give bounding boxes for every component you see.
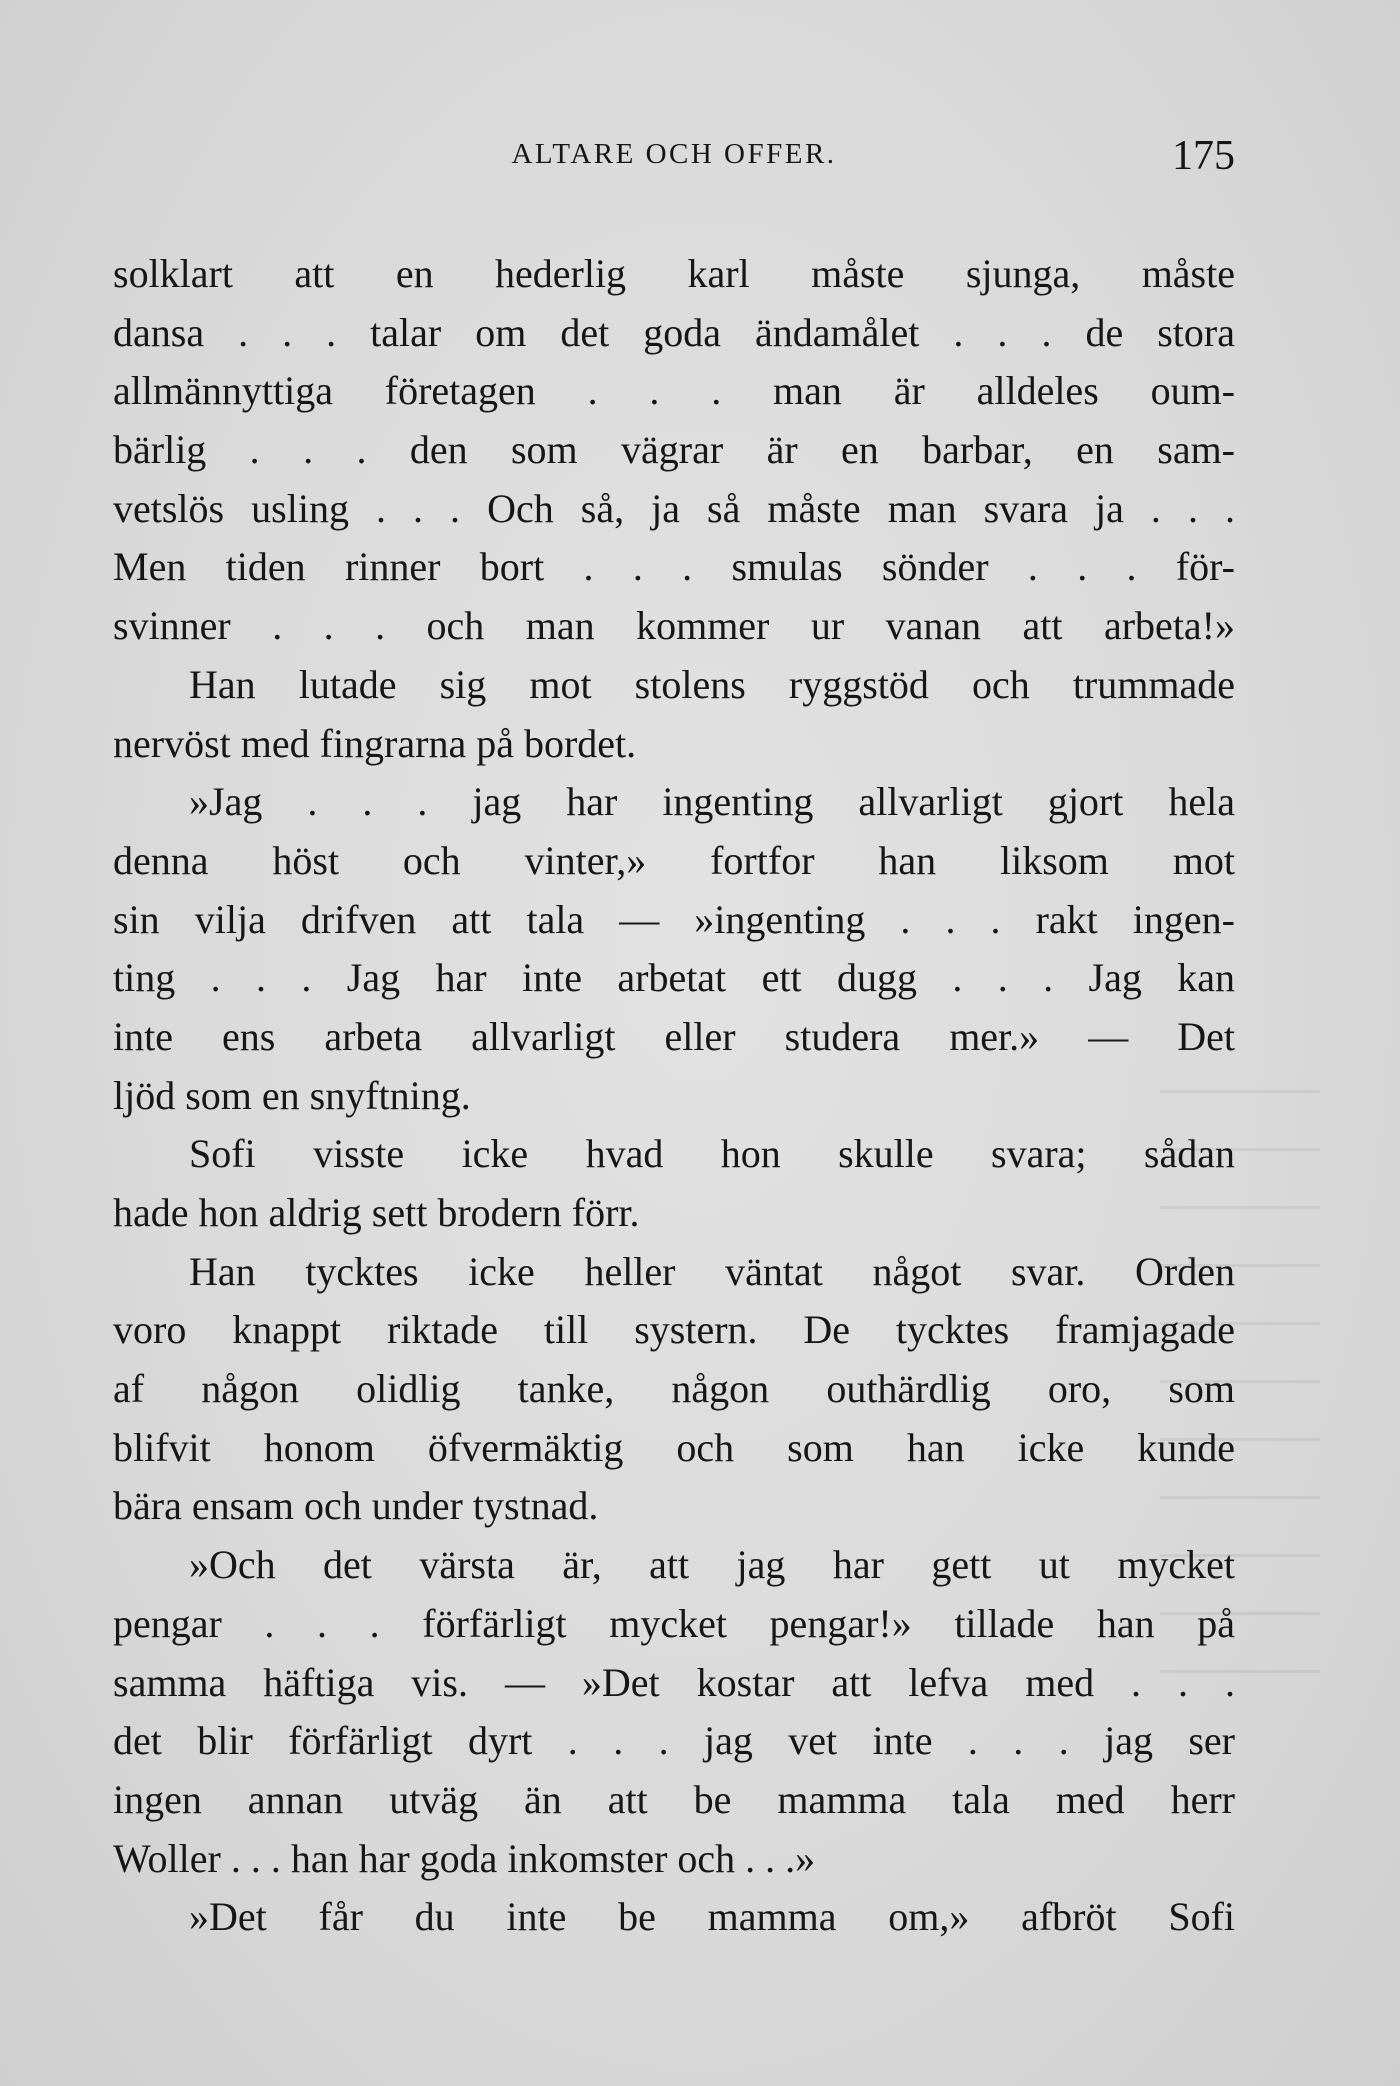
text-line: ljöd som en snyftning. (113, 1072, 471, 1118)
text-line: nervöst med fingrarna på bordet. (113, 720, 637, 766)
text-line: »Jag . . . jag har ingenting allvarligt gjort hela (189, 779, 1235, 825)
page-number: 175 (1172, 133, 1235, 179)
text-line: denna höst och vinter,» fortfor han liksom mot (113, 837, 1235, 883)
text-line: blifvit honom öfvermäktig och som han icke kunde (113, 1424, 1235, 1470)
text-line: »Det får du inte be mamma om,» afbröt Sofi (189, 1894, 1235, 1940)
text-line: sin vilja drifven att tala — »ingenting . . . rakt ingen- (113, 896, 1235, 942)
text-line: samma häftiga vis. — »Det kostar att lefva med . . . (113, 1659, 1235, 1705)
text-line: af någon olidlig tanke, någon outhärdlig oro, som (113, 1366, 1235, 1412)
text-line: »Och det värsta är, att jag har gett ut mycket (189, 1542, 1235, 1588)
text-line: vetslös usling . . . Och så, ja så måste man svara ja . . . (113, 485, 1235, 531)
text-line: Woller . . . han har goda inkomster och . . .» (113, 1835, 816, 1881)
text-line: svinner . . . och man kommer ur vanan att arbeta!» (113, 603, 1235, 649)
text-line: allmännyttiga företagen . . . man är alldeles oum- (113, 368, 1235, 414)
text-line: bära ensam och under tystnad. (113, 1483, 599, 1529)
text-line: voro knappt riktade till systern. De tycktes framjagade (113, 1307, 1235, 1353)
running-head (113, 132, 1235, 182)
text-line: solklart att en hederlig karl måste sjunga, måste (113, 251, 1235, 296)
chapter-title: ALTARE OCH OFFER. (511, 138, 837, 170)
text-line: Men tiden rinner bort . . . smulas sönder . . . för- (113, 544, 1235, 590)
text-line: ingen annan utväg än att be mamma tala med herr (113, 1776, 1235, 1822)
text-line: bärlig . . . den som vägrar är en barbar, en sam- (113, 427, 1235, 473)
text-line: inte ens arbeta allvarligt eller studera mer.» — Det (113, 1013, 1235, 1059)
body-text (113, 245, 1235, 1947)
text-line: Sofi visste icke hvad hon skulle svara; sådan (189, 1131, 1235, 1177)
text-line: dansa . . . talar om det goda ändamålet . . . de stora (113, 309, 1235, 355)
text-line: hade hon aldrig sett brodern förr. (113, 1190, 640, 1235)
text-line: Han lutade sig mot stolens ryggstöd och trummade (189, 661, 1235, 707)
text-line: det blir förfärligt dyrt . . . jag vet inte . . . jag ser (113, 1718, 1235, 1764)
text-line: ting . . . Jag har inte arbetat ett dugg . . . Jag kan (113, 955, 1235, 1001)
text-line: Han tycktes icke heller väntat något svar. Orden (189, 1248, 1235, 1294)
text-line: pengar . . . förfärligt mycket pengar!» tillade han på (113, 1600, 1235, 1646)
